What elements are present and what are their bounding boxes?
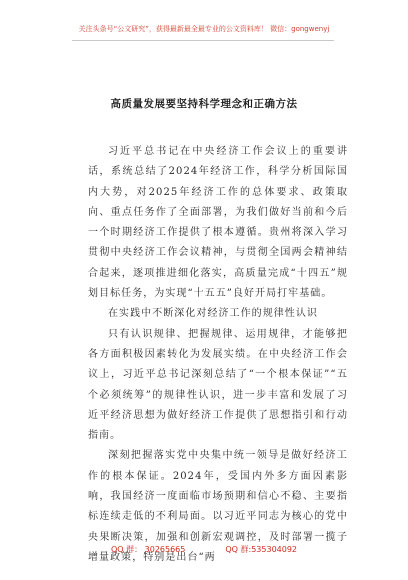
header-divider [72,40,334,41]
footer-contact [0,544,408,555]
document-body [88,142,348,568]
paragraph-intro: 习近平总书记在中央经济工作会议上的重要讲话，系统总结了2024年经济工作，科学分析国际国内大势，对2025年经济工作的总体要求、政策取向、重点任务作了全面部署，为我们做好当前和今后一个时期经济工作提供了根本遵循。贵州将深入学习贯彻中央经济工作会议精神，与贯彻全国两会精神结合起来，逐项推进细化落实，高质量完成“十四五”规划目标任务，为实现“十五五”良好开局打牢基础。 [88,146,348,300]
paragraph-leadership: 深刻把握落实党中央集中统一领导是做好经济工作的根本保证。2024年，受国内外多方面因素影响，我国经济一度面临市场预期和信心不稳、主要指标连续走低的不利局面。以习近平同志为核心的党中央果断决策，加强和创新宏观调控，及时部署一揽子增量政策，特别是出台“两 [88,450,348,563]
footer-qq-group-2: QQ 群:535304092 [225,545,298,554]
document-title: 高质量发展要坚持科学理念和正确方法 [110,98,298,110]
section-heading: 在实践中不断深化对经济工作的规律性认识 [108,308,318,320]
footer-qq-group-1: QQ 群： 30265665 [110,545,186,554]
header-banner: 关注头条号“公文研究”，获得最新最全最专业的公文资料库！ 微信：gongwenyj [78,25,330,33]
paragraph-laws: 只有认识规律、把握规律、运用规律，才能够把各方面积极因素转化为发展实绩。在中央经济工作会议上，习近平总书记深刻总结了“一个根本保证”“五个必须统筹”的规律性认识，进一步丰富和发展了习近平经济思想为做好经济工作提供了思想指引和行动指南。 [88,328,348,442]
